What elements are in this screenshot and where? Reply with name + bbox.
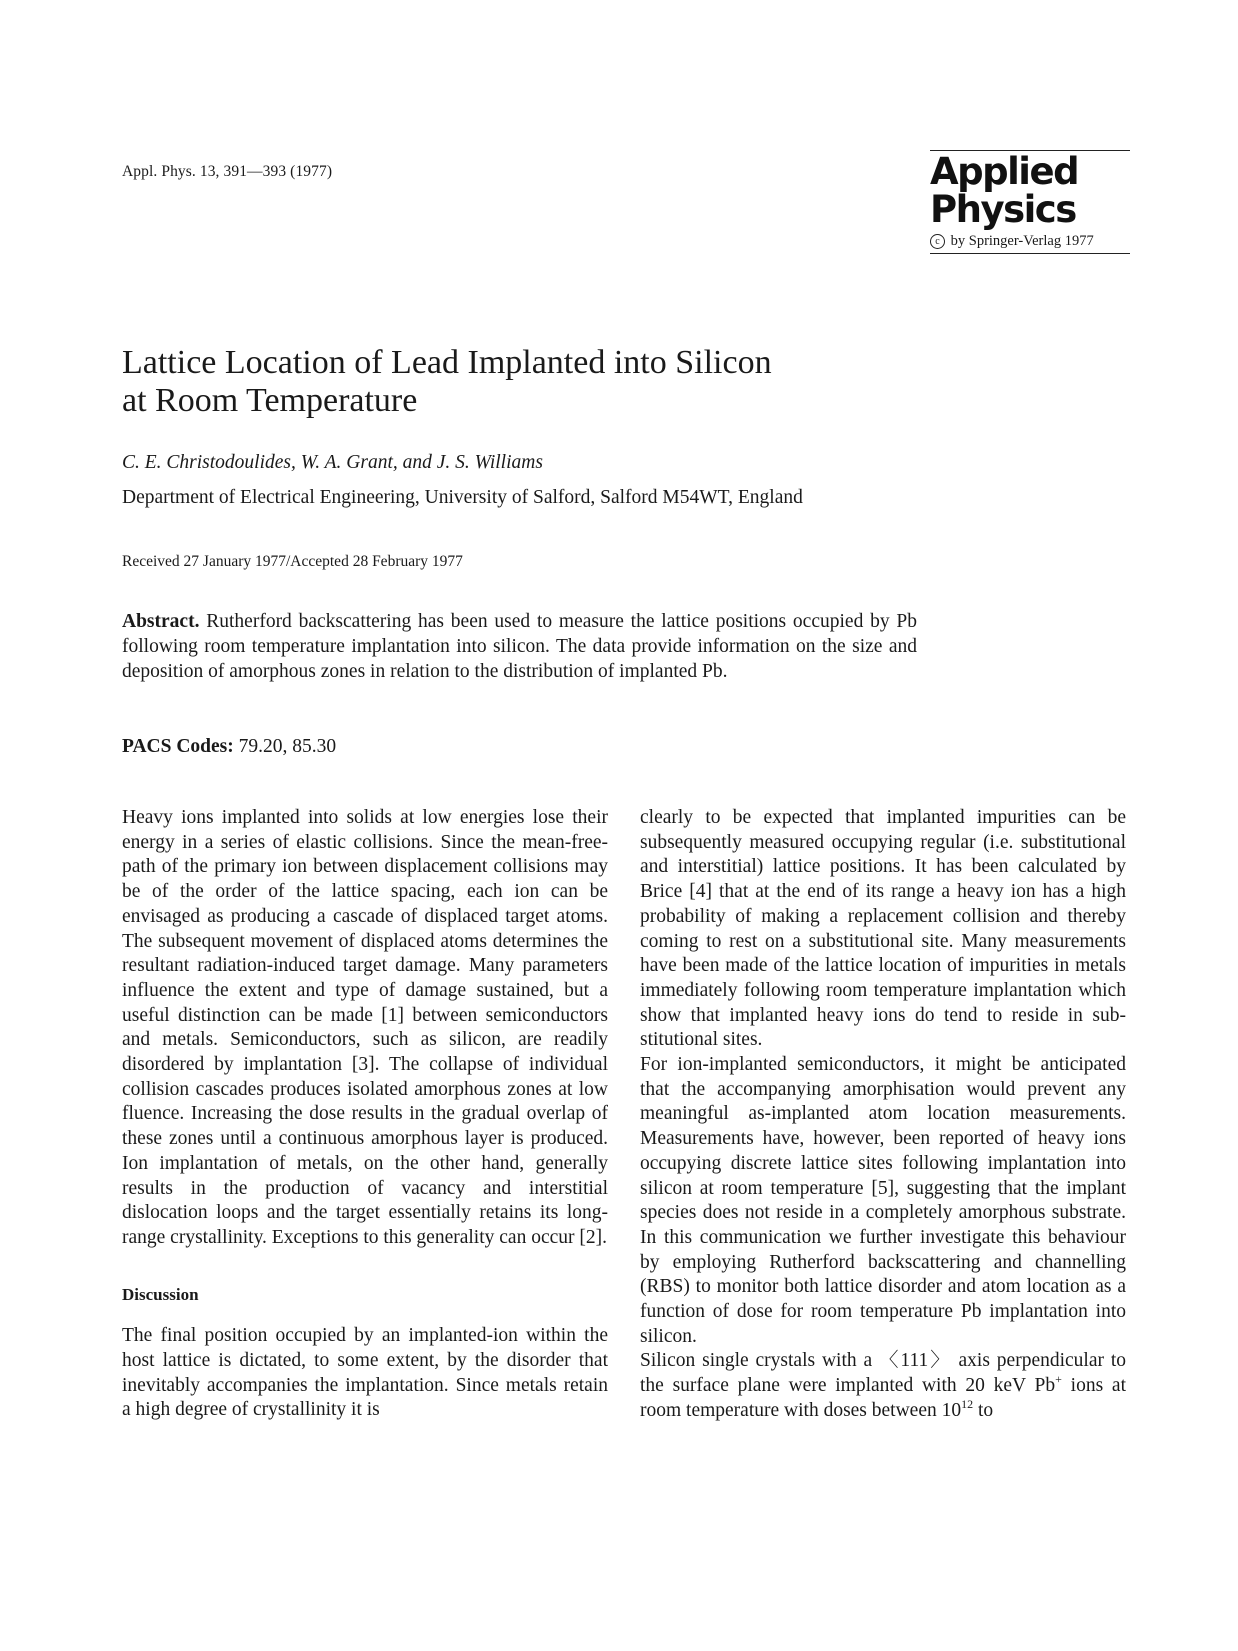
right-column bbox=[640, 806, 1126, 1424]
pacs-codes bbox=[122, 736, 336, 758]
dose-exponent-superscript: 12 bbox=[961, 1396, 974, 1411]
discussion-paragraph: The final position occupied by an implanted-ion within the host lattice is dictated, to some extent, by the disorder that inevitably accompanies the implantation. Since metals retain a high degree of crystallinity it is bbox=[122, 1325, 608, 1421]
title-line-2: at Room Temperature bbox=[122, 382, 418, 419]
article-title bbox=[122, 344, 1022, 420]
journal-masthead bbox=[930, 150, 1130, 254]
right-paragraph-1: clearly to be expected that implanted impurities can be subsequently measured occupying regular (i.e. substitutional and interstitial) lattice positions. It has been calculated by Brice [4] that at the end of its range a heavy ion has a high probability of making a replacement collision and thereby coming to rest on a substitutional site. Many measurements have been made of the lattice location of impurities in metals immediately following room temperature implantation which show that implanted heavy ions do tend to reside in substitutional sites. bbox=[640, 807, 1126, 1051]
right-paragraph-3 bbox=[640, 1349, 1126, 1423]
copyright-text: by Springer-Verlag 1977 bbox=[950, 233, 1094, 249]
abstract-text: Rutherford backscattering has been used to measure the lattice positions occupied by Pb following room temperature implantation into silicon. The data provide information on the size and deposition of amorphous zones in relation to the distribution of implanted Pb. bbox=[122, 611, 918, 682]
methods-text-3: to bbox=[973, 1399, 994, 1421]
methods-text-2: ions at room temperature with doses between 10 bbox=[640, 1375, 1126, 1421]
pacs-values: 79.20, 85.30 bbox=[238, 736, 337, 757]
journal-citation: Appl. Phys. 13, 391—393 (1977) bbox=[122, 163, 333, 180]
methods-text-1: Silicon single crystals with a 〈111〉 axis perpendicular to the surface plane were implanted with 20 keV Pb bbox=[640, 1350, 1126, 1397]
received-dates: Received 27 January 1977/Accepted 28 February 1977 bbox=[122, 553, 463, 570]
journal-logo-line1: Applied bbox=[930, 150, 1079, 193]
copyright-notice bbox=[930, 233, 1130, 253]
copyright-icon: c bbox=[930, 234, 945, 249]
pb-charge-superscript: + bbox=[1055, 1372, 1062, 1387]
journal-logo-line2: Physics bbox=[930, 188, 1076, 231]
abstract-label: Abstract. bbox=[122, 611, 200, 632]
right-paragraph-2: For ion-implanted semiconductors, it might be anticipated that the accompanying amorphisation would prevent any meaningful as-implanted atom location measurements. Measurements have, however, been reported of heavy ions occupying discrete lattice sites following implantation into silicon at room temperature [5], suggesting that the implant species does not reside in a completely amorphous substrate. In this communication we further investigate this behaviour by employing Rutherford backscattering and channelling (RBS) to monitor both lattice disorder and atom location as a function of dose for room temperature Pb implantation into silicon. bbox=[640, 1054, 1126, 1347]
authors: C. E. Christodoulides, W. A. Grant, and J. S. Williams bbox=[122, 452, 543, 473]
intro-paragraph: Heavy ions implanted into solids at low energies lose their energy in a series of elastic collisions. Since the mean-free-path of the primary ion between displacement collisions may be of the order of the lattice spacing, each ion can be envisaged as producing a cascade of displaced target atoms. The subsequent movement of displaced atoms determines the resultant radiation-induced target damage. Many parameters influence the extent and type of damage sustained, but a useful distinction can be made [1] between semiconductors and metals. Semiconductors, such as silicon, are readily disordered by implantation [3]. The collapse of individual collision cascades produces isolated amorphous zones at low fluence. Increasing the dose results in the gradual overlap of these zones until a continuous amorphous layer is produced. Ion implantation of metals, on the other hand, generally results in the production of vacancy and interstitial dislocation loops and the target essentially retains its long-range crystallinity. Exceptions to this generality can occur [2]. bbox=[122, 807, 608, 1248]
left-column bbox=[122, 806, 608, 1423]
masthead-bottom-rule bbox=[930, 253, 1130, 254]
discussion-heading: Discussion bbox=[122, 1284, 199, 1304]
pacs-label: PACS Codes: bbox=[122, 736, 234, 757]
abstract bbox=[122, 609, 917, 684]
affiliation: Department of Electrical Engineering, University of Salford, Salford M54WT, England bbox=[122, 487, 803, 508]
title-line-1: Lattice Location of Lead Implanted into Silicon bbox=[122, 344, 772, 381]
